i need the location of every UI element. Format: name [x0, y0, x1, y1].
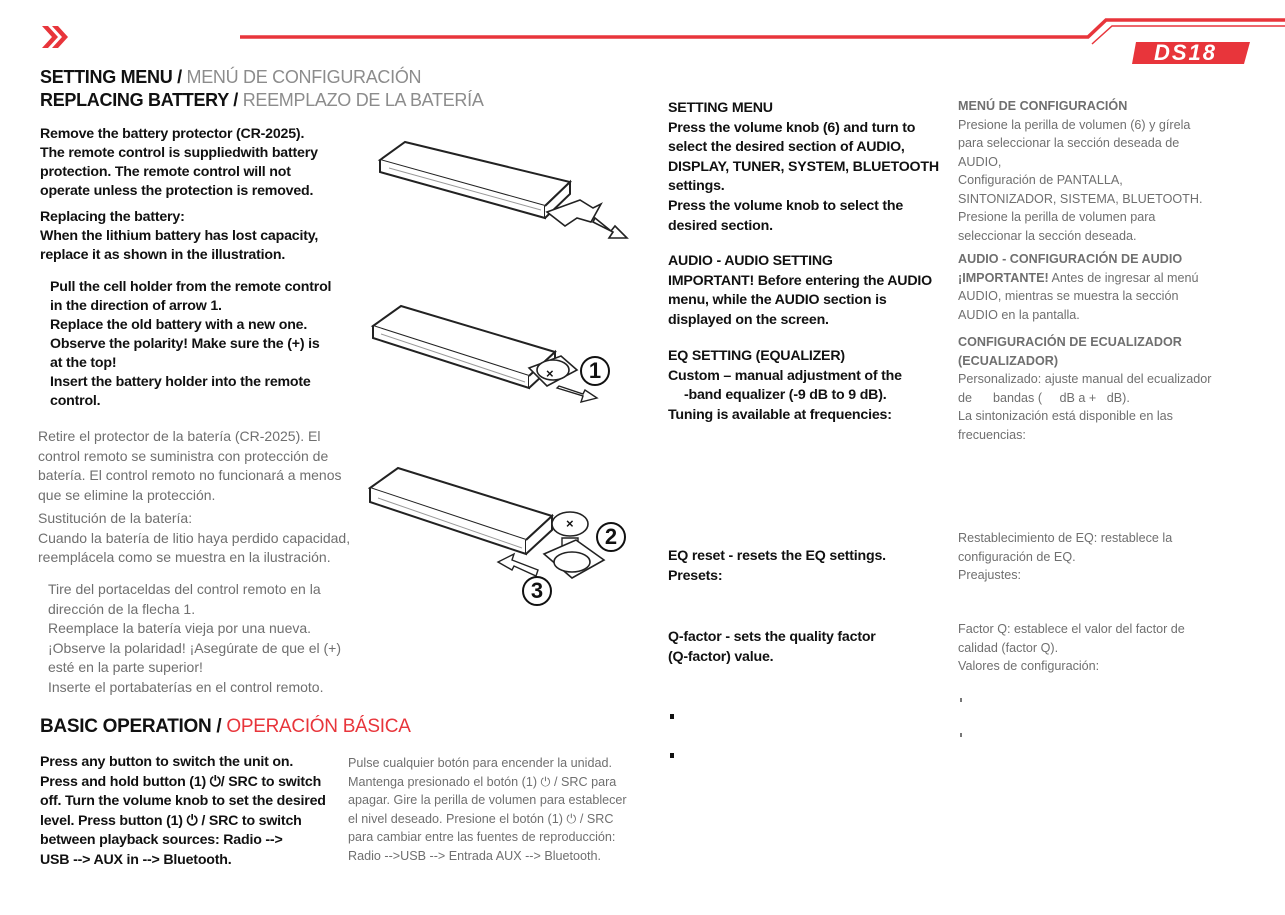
qfactor-en [668, 627, 876, 667]
text-line: Mantenga presionado el botón (1) ⏻ / SRC para [348, 774, 617, 789]
text-line: calidad (factor Q). [958, 640, 1059, 655]
text-line: DISPLAY, TUNER, SYSTEM, BLUETOOTH [668, 158, 939, 175]
text-line: Valores de configuración: [958, 659, 1100, 673]
ds18-logo [1132, 40, 1256, 66]
text-line: EQ SETTING (EQUALIZER) [668, 348, 845, 364]
battery-steps-en [50, 278, 331, 411]
text-line: Restablecimiento de EQ: restablece la [958, 531, 1173, 545]
section-title: (ECUALIZADOR) [958, 353, 1059, 368]
text-line: Sustitución de la batería: [38, 510, 193, 526]
text-line: Tire del portaceldas del control remoto en la [48, 581, 321, 597]
logo-text: DS18 [1154, 40, 1218, 65]
text-line: at the top! [50, 355, 117, 371]
text-line: The remote control is suppliedwith battery [40, 145, 318, 161]
text-line: Configuración de PANTALLA, [958, 173, 1123, 187]
bullet-marker [960, 698, 962, 702]
text-line: frecuencias: [958, 427, 1026, 442]
text-line: el nivel deseado. Presione el botón (1) ⏻ / SRC [348, 811, 614, 826]
text-line: (Q-factor) value. [668, 649, 774, 665]
battery-steps-es [48, 580, 341, 697]
page-title [40, 66, 484, 112]
text-line: Tuning is available at frequencies: [668, 406, 892, 423]
battery-mark: × [546, 366, 554, 381]
title-en-2: REPLACING BATTERY / [40, 90, 238, 110]
section-title: CONFIGURACIÓN DE ECUALIZADOR [958, 335, 1182, 349]
text-line: Antes de ingresar al menú [1048, 270, 1199, 285]
text-line: Reemplace la batería vieja por una nueva. [48, 620, 312, 636]
text-line: ¡Observe la polaridad! ¡Asegúrate de que el (+) [48, 639, 341, 656]
remote-pull-holder-illustration [365, 290, 615, 410]
text-line: select the desired section of AUDIO, [668, 139, 905, 156]
title-en: BASIC OPERATION / [40, 716, 222, 737]
bullet-marker [670, 714, 674, 719]
callout-2 [596, 522, 626, 552]
text-line: Personalizado: ajuste manual del ecualizador [958, 372, 1212, 386]
text-line: reemplácela como se muestra en la ilustración. [38, 549, 331, 565]
text-line: control remoto se suministra con protección de [38, 447, 329, 464]
text-line: Radio -->USB --> Entrada AUX --> Bluetooth. [348, 848, 602, 863]
audio-setting-en [668, 252, 932, 330]
text-line: Pulse cualquier botón para encender la unidad. [348, 756, 612, 770]
text-line: esté en la parte superior! [48, 659, 203, 675]
setting-menu-es [958, 97, 1202, 245]
text-line: AUDIO - AUDIO SETTING [668, 253, 833, 269]
callout-number: 3 [530, 578, 544, 603]
text-line: Replacing the battery: [40, 209, 185, 225]
text-line: Retire el protector de la batería (CR-2025). El [38, 428, 321, 444]
text-line: Presets: [668, 568, 723, 584]
text-line: Insert the battery holder into the remote [50, 374, 311, 390]
text-line: operate unless the protection is removed. [40, 183, 314, 199]
section-title: AUDIO - CONFIGURACIÓN DE AUDIO [958, 252, 1183, 266]
text-line: Presione la perilla de volumen (6) y gírela [958, 117, 1191, 132]
text-line: AUDIO, [958, 154, 1002, 169]
text-line: Observe the polarity! Make sure the (+) is [50, 336, 320, 352]
eq-reset-es [958, 529, 1172, 585]
section-title: MENÚ DE CONFIGURACIÓN [958, 99, 1128, 113]
text-line: Press and hold button (1) ⏻/ SRC to switch [40, 773, 322, 790]
text-line: batería. El control remoto no funcionará a menos [38, 467, 342, 483]
text-line: SINTONIZADOR, SISTEMA, BLUETOOTH. [958, 191, 1203, 206]
text-line: apagar. Gire la perilla de volumen para establecer [348, 793, 627, 807]
text-line: configuración de EQ. [958, 549, 1076, 564]
text-line: Presione la perilla de volumen para [958, 210, 1156, 224]
important-label: ¡IMPORTANTE! [958, 270, 1049, 285]
battery-intro-en [40, 125, 318, 201]
text-line: desired section. [668, 217, 773, 234]
bullet-marker [960, 733, 962, 737]
text-line: Remove the battery protector (CR-2025). [40, 126, 305, 142]
text-line: para cambiar entre las fuentes de reproducción: [348, 830, 616, 844]
text-line: Pull the cell holder from the remote control [50, 279, 332, 295]
text-line: dirección de la flecha 1. [48, 600, 196, 617]
battery-intro-es [38, 427, 342, 505]
text-line: settings. [668, 178, 725, 195]
text-line: Press the volume knob (6) and turn to [668, 119, 916, 136]
eq-setting-en [668, 347, 902, 425]
text-line: Q-factor - sets the quality factor [668, 629, 876, 645]
title-es-1: MENÚ DE CONFIGURACIÓN [186, 67, 422, 87]
battery-replace-es [38, 509, 350, 568]
battery-mark: × [566, 516, 574, 531]
battery-replace-en [40, 208, 318, 265]
basic-operation-en [40, 753, 326, 870]
eq-reset-en [668, 546, 886, 586]
basic-operation-title [40, 716, 411, 738]
header-red-line [0, 0, 1285, 60]
text-line: -band equalizer (-9 dB to 9 dB). [684, 387, 887, 404]
text-line: in the direction of arrow 1. [50, 298, 222, 314]
text-line: Preajustes: [958, 568, 1021, 582]
text-line: seleccionar la sección deseada. [958, 228, 1137, 243]
title-es: OPERACIÓN BÁSICA [226, 716, 411, 737]
text-line: level. Press button (1) ⏻ / SRC to switch [40, 812, 302, 829]
text-line: Press the volume knob to select the [668, 197, 904, 214]
remote-replace-battery-illustration [362, 458, 612, 598]
title-en-1: SETTING MENU / [40, 67, 182, 87]
text-line: para seleccionar la sección deseada de [958, 136, 1180, 150]
text-line: Replace the old battery with a new one. [50, 317, 308, 333]
basic-operation-es [348, 754, 627, 865]
text-line: EQ reset - resets the EQ settings. [668, 548, 886, 564]
text-line: de bandas ( dB a + dB). [958, 390, 1130, 405]
qfactor-es [958, 620, 1185, 676]
callout-number: 1 [588, 358, 602, 383]
text-line: La sintonización está disponible en las [958, 409, 1173, 423]
double-chevron-right-icon [40, 24, 70, 50]
remote-protector-illustration [365, 130, 630, 250]
text-line: Press any button to switch the unit on. [40, 754, 294, 770]
text-line: menu, while the AUDIO section is [668, 292, 887, 309]
setting-menu-en [668, 99, 939, 236]
text-line: Factor Q: establece el valor del factor de [958, 622, 1185, 636]
title-es-2: REEMPLAZO DE LA BATERÍA [242, 90, 484, 110]
text-line: que se elimine la protección. [38, 486, 216, 503]
text-line: Inserte el portabaterías en el control remoto. [48, 678, 324, 695]
text-line: IMPORTANT! Before entering the AUDIO [668, 272, 932, 289]
text-line: Custom – manual adjustment of the [668, 367, 902, 384]
text-line: between playback sources: Radio --> [40, 832, 283, 848]
bullet-marker [670, 753, 674, 758]
text-line: SETTING MENU [668, 100, 773, 116]
eq-setting-es [958, 333, 1211, 444]
callout-number: 2 [604, 524, 618, 549]
text-line: AUDIO, mientras se muestra la sección [958, 289, 1179, 303]
text-line: USB --> AUX in --> Bluetooth. [40, 851, 232, 868]
text-line: off. Turn the volume knob to set the desired [40, 793, 326, 809]
text-line: displayed on the screen. [668, 311, 829, 328]
callout-1 [580, 356, 610, 386]
text-line: protection. The remote control will not [40, 164, 291, 180]
text-line: When the lithium battery has lost capacity, [40, 228, 319, 244]
callout-3 [522, 576, 552, 606]
text-line: Cuando la batería de litio haya perdido capacidad, [38, 529, 351, 546]
text-line: replace it as shown in the illustration. [40, 247, 286, 263]
audio-setting-es [958, 250, 1199, 324]
text-line: control. [50, 393, 101, 409]
text-line: AUDIO en la pantalla. [958, 307, 1080, 322]
